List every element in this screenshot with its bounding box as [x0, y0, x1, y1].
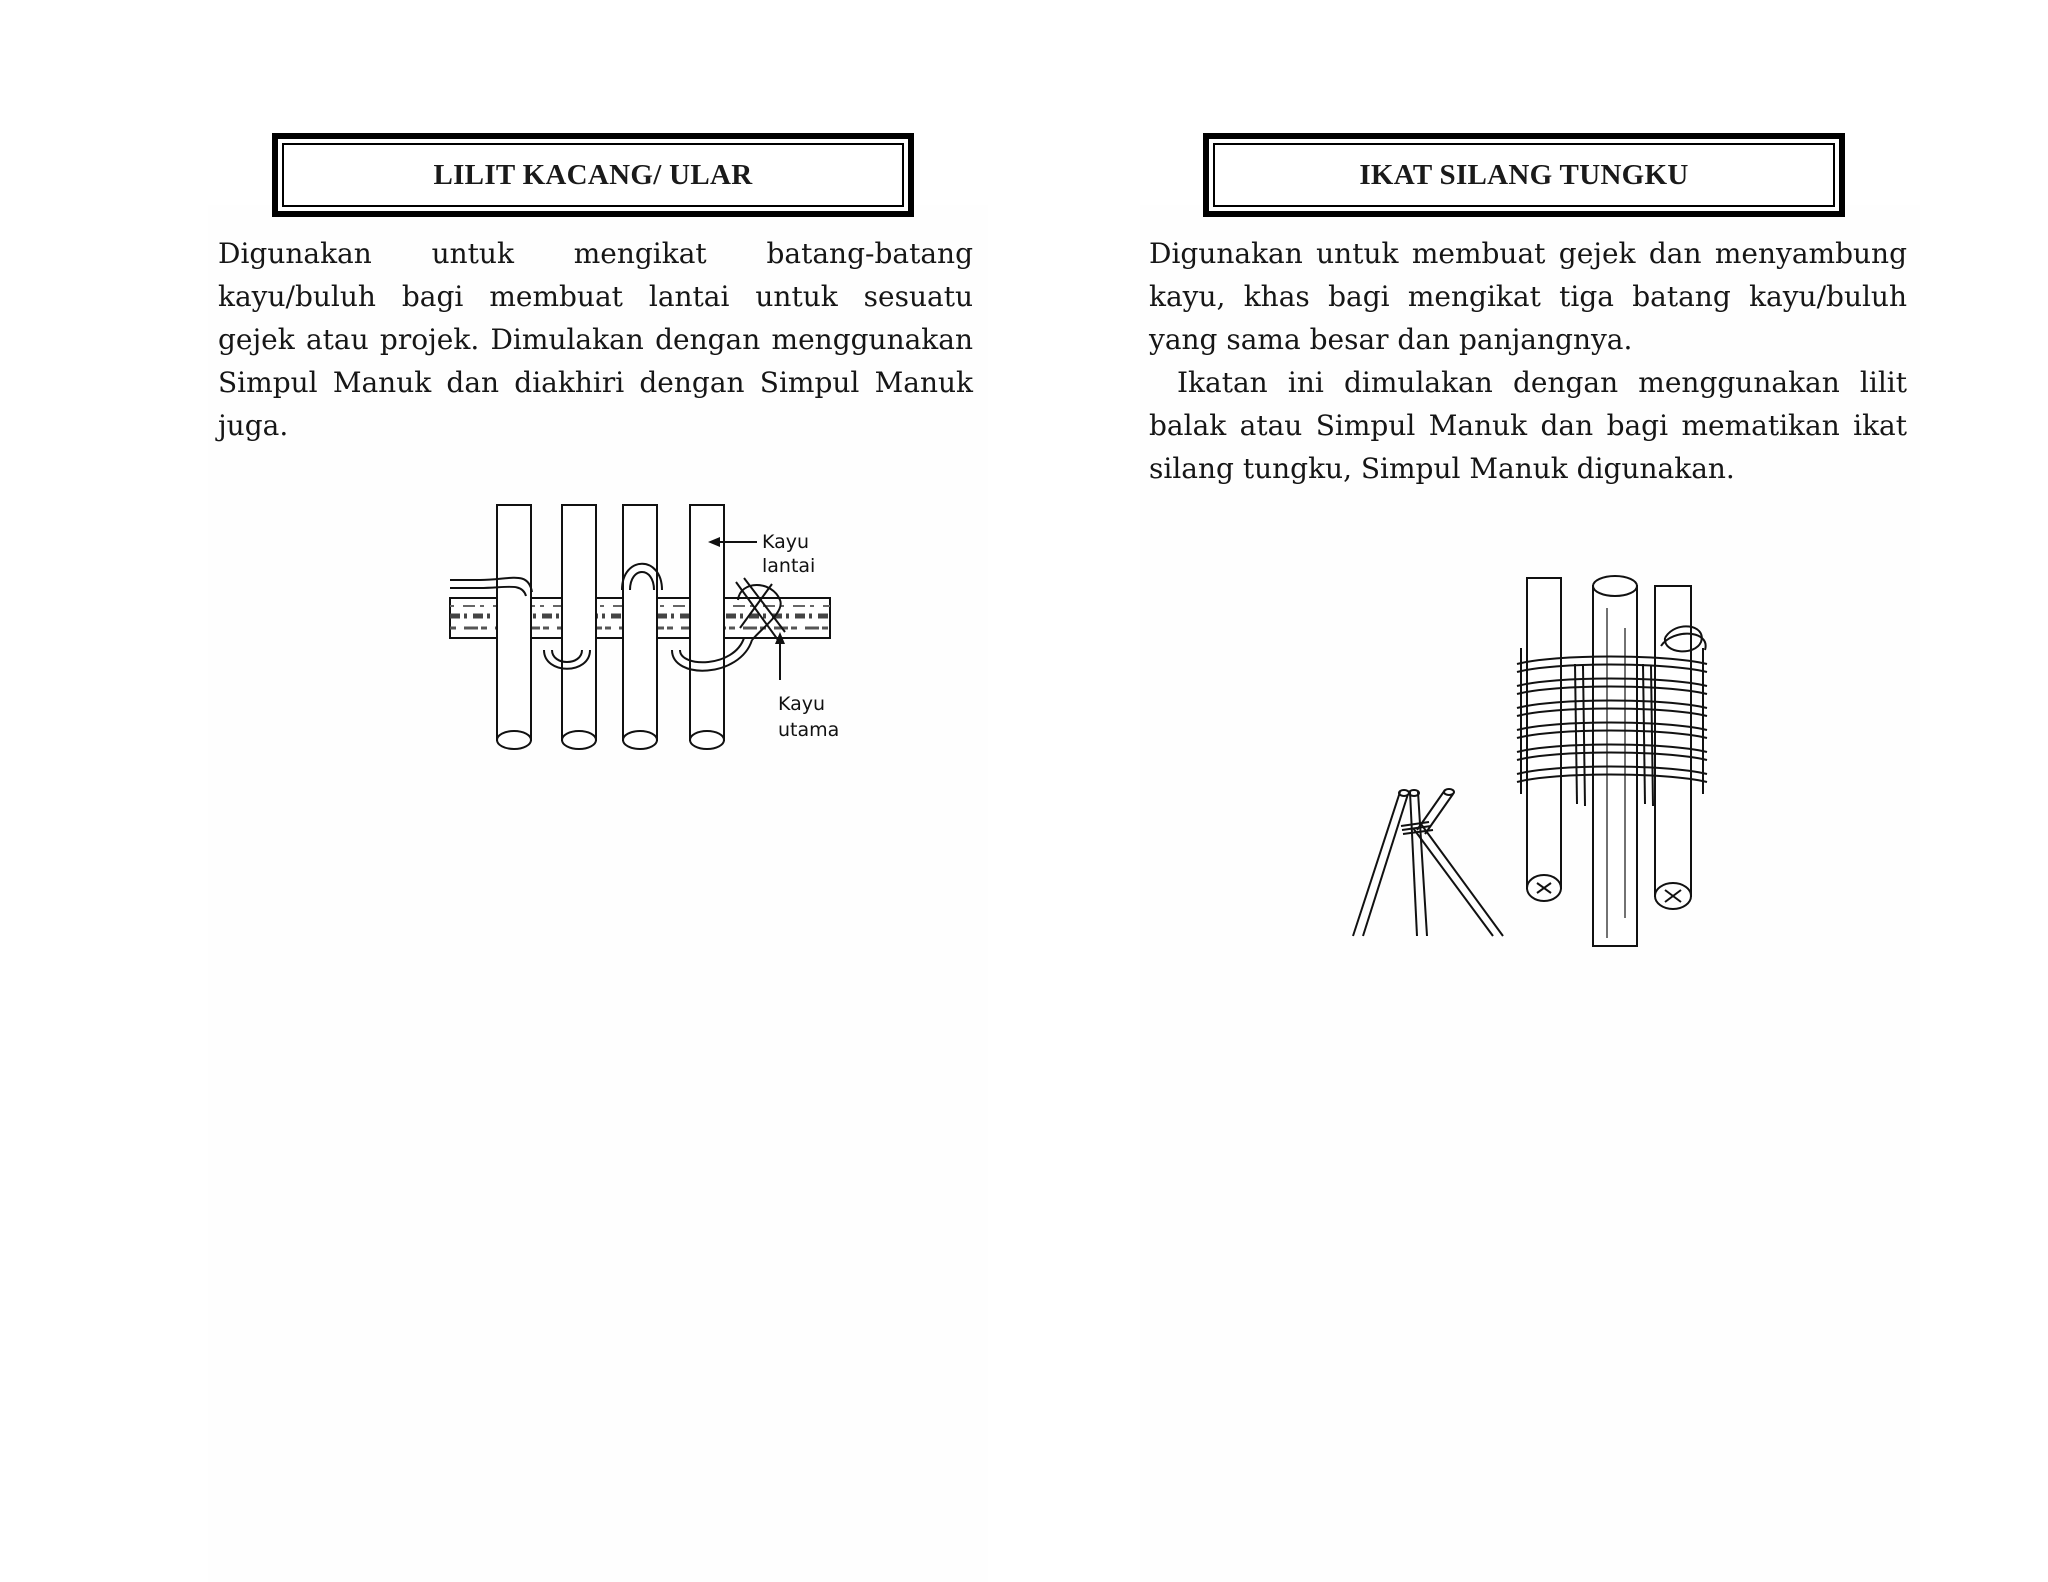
- left-body-text: [218, 232, 973, 447]
- left-title-box: [272, 133, 914, 217]
- label-top-line1: Kayu: [762, 531, 810, 553]
- label-top-line2: lantai: [762, 555, 816, 577]
- right-title: IKAT SILANG TUNGKU: [1213, 143, 1835, 207]
- floor-pole: [562, 505, 596, 749]
- label-bottom-line1: Kayu: [778, 693, 826, 715]
- left-pole: [1527, 578, 1561, 901]
- floor-lashing-diagram: [440, 500, 840, 760]
- left-paragraph: Digunakan untuk mengikat batang-batang kayu/buluh bagi membuat lantai untuk sesuatu gejek atau projek. Dimulakan dengan menggunakan Simpul Manuk dan diakhiri dengan Simpul Manuk juga.: [218, 237, 973, 442]
- label-kayu-utama: [775, 632, 839, 741]
- floor-pole: [497, 505, 531, 749]
- right-paragraph-1: Digunakan untuk membuat gejek dan menyambung kayu, khas bagi mengikat tiga batang kayu/buluh yang sama besar dan panjangnya.: [1149, 237, 1907, 356]
- right-title-box: [1203, 133, 1845, 217]
- left-title: LILIT KACANG/ ULAR: [282, 143, 904, 207]
- tripod-diagram: [1345, 788, 1505, 938]
- label-bottom-line2: utama: [778, 719, 840, 741]
- centre-pole: [1593, 576, 1637, 946]
- right-body-text: [1149, 232, 1907, 490]
- right-paragraph-2: Ikatan ini dimulakan dengan menggunakan lilit balak atau Simpul Manuk dan bagi mematikan ikat silang tungku, Simpul Manuk digunakan.: [1149, 366, 1907, 485]
- floor-pole: [623, 505, 657, 749]
- tripod-lashing-diagram: [1515, 568, 1715, 948]
